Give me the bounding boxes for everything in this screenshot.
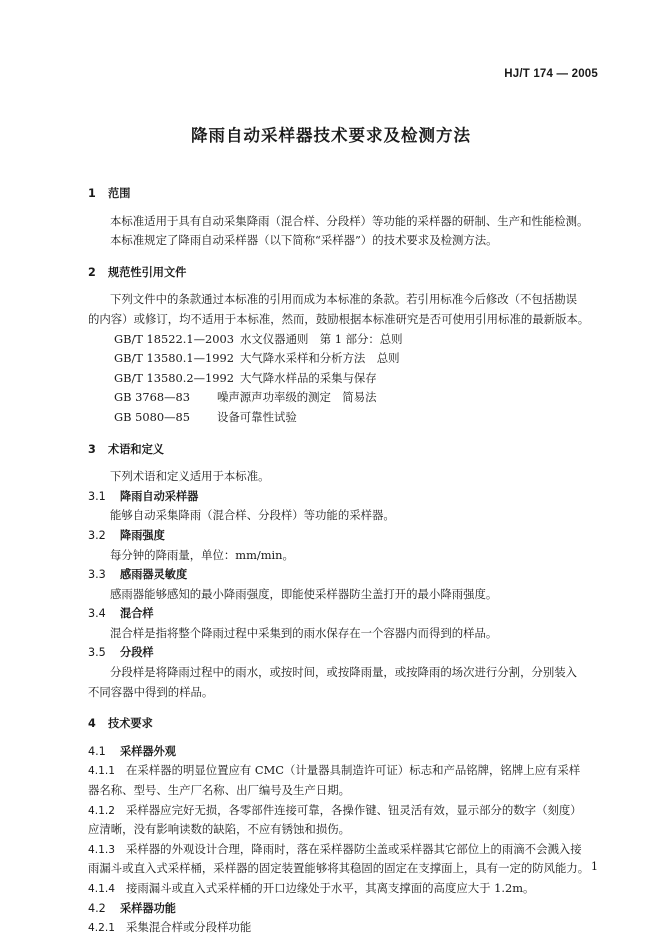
- clause: [88, 840, 596, 860]
- subsection-number: 3.3: [88, 568, 106, 582]
- section-title: 技术要求: [108, 717, 153, 731]
- clause-text: 接雨漏斗或直入式采样桶的开口边缘处于水平，其离支撑面的高度应大于 1.2m。: [126, 881, 535, 895]
- clause-text: 在采样器的明显位置应有 CMC（计量器具制造许可证）标志和产品铭牌，铭牌上应有采样: [126, 763, 581, 778]
- subsection-title: 采样器功能: [120, 901, 176, 915]
- term: 降雨自动采样器: [120, 489, 199, 503]
- subsection-heading: [88, 487, 596, 507]
- reference-title: 设备可靠性试验: [217, 409, 297, 424]
- clause-continuation: 应清晰，没有影响读数的缺陷，不应有锈蚀和损伤。: [88, 822, 350, 837]
- subsection-heading: [88, 604, 596, 624]
- clause-text: 采样器应完好无损，各零部件连接可靠，各操作键、钮灵活有效，显示部分的数字（刻度）: [126, 802, 582, 817]
- clause-number: 4.2.1: [88, 922, 115, 935]
- subsection-heading: [88, 899, 596, 919]
- reference-item: [88, 408, 596, 428]
- definition: 能够自动采集降雨（混合样、分段样）等功能的采样器。: [110, 508, 395, 523]
- subsection-number: 4.2: [88, 901, 106, 915]
- clause: [88, 801, 596, 821]
- subsection-number: 3.1: [88, 489, 106, 503]
- paragraph: 本标准规定了降雨自动采样器（以下简称“采样器”）的技术要求及检测方法。: [110, 233, 498, 248]
- section-3-heading: [88, 440, 596, 460]
- clause-number: 4.1.1: [88, 765, 115, 778]
- reference-title: 大气降水样品的采集与保存: [240, 370, 377, 385]
- subsection-heading: [88, 742, 596, 762]
- page-number: 1: [591, 860, 598, 873]
- section-title: 术语和定义: [108, 442, 164, 456]
- paragraph-continuation: 的内容）或修订，均不适用于本标准，然而，鼓励根据本标准研究是否可使用引用标准的最新版本。: [88, 311, 590, 326]
- definition-continuation: 不同容器中得到的样品。: [88, 684, 214, 699]
- clause: [88, 879, 596, 899]
- clause: [88, 761, 596, 781]
- reference-title: 噪声源声功率级的测定 简易法: [217, 390, 377, 405]
- standard-code: HJ/T 174 — 2005: [504, 68, 598, 80]
- section-4-heading: [88, 714, 596, 734]
- subsection-heading: [88, 526, 596, 546]
- clause-number: 4.1.3: [88, 843, 115, 856]
- paragraph: 下列文件中的条款通过本标准的引用而成为本标准的条款。若引用标准今后修改（不包括勘误: [110, 292, 578, 307]
- reference-title: 水文仪器通则 第 1 部分：总则: [240, 331, 403, 346]
- clause-text: 采样器的外观设计合理，降雨时，落在采样器防尘盖或采样器其它部位上的雨滴不会溅入接: [126, 841, 582, 856]
- section-number: 3: [88, 442, 96, 456]
- term: 分段样: [120, 646, 154, 660]
- clause-number: 4.1.4: [88, 883, 115, 895]
- paragraph: 本标准适用于具有自动采集降雨（混合样、分段样）等功能的采样器的研制、生产和性能检测。: [110, 213, 589, 228]
- reference-item: [88, 330, 596, 350]
- paragraph: 下列术语和定义适用于本标准。: [110, 469, 270, 484]
- term: 感雨器灵敏度: [120, 568, 188, 582]
- clause-continuation: 雨漏斗或直入式采样桶，采样器的固定装置能够将其稳固的固定在支撑面上，具有一定的防风能力。: [88, 861, 590, 876]
- clause: [88, 918, 596, 938]
- reference-title: 大气降水采样和分析方法 总则: [240, 351, 400, 366]
- subsection-number: 3.2: [88, 528, 106, 542]
- section-number: 1: [88, 187, 96, 200]
- section-1-heading: [88, 184, 596, 204]
- section-title: 范围: [108, 187, 131, 200]
- reference-code: GB/T 13580.2—1992: [114, 370, 235, 385]
- clause-number: 4.1.2: [88, 804, 115, 817]
- reference-item: [88, 388, 596, 408]
- term: 混合样: [120, 607, 154, 621]
- definition: 混合样是指将整个降雨过程中采集到的雨水保存在一个容器内而得到的样品。: [110, 625, 498, 640]
- reference-code: GB/T 13580.1—1992: [114, 351, 235, 366]
- clause-continuation: 器名称、型号、生产厂名称、出厂编号及生产日期。: [88, 783, 350, 798]
- clause-text: 采集混合样或分段样功能: [126, 920, 252, 935]
- reference-item: [88, 349, 596, 369]
- section-2-heading: [88, 263, 596, 283]
- definition: 分段样是将降雨过程中的雨水，或按时间，或按降雨量，或按降雨的场次进行分割，分别装入: [110, 665, 578, 680]
- definition: 每分钟的降雨量，单位：mm/min。: [110, 547, 294, 562]
- subsection-heading: [88, 565, 596, 585]
- document-body: [88, 184, 596, 938]
- document-title: 降雨自动采样器技术要求及检测方法: [191, 126, 471, 145]
- subsection-heading: [88, 643, 596, 663]
- subsection-title: 采样器外观: [120, 744, 176, 758]
- reference-item: [88, 369, 596, 389]
- subsection-number: 3.4: [88, 607, 106, 621]
- section-number: 2: [88, 265, 96, 279]
- section-title: 规范性引用文件: [108, 265, 187, 279]
- subsection-number: 3.5: [88, 646, 106, 660]
- reference-code: GB 3768—83: [114, 390, 190, 405]
- definition: 感雨器能够感知的最小降雨强度，即能使采样器防尘盖打开的最小降雨强度。: [110, 586, 498, 601]
- section-number: 4: [88, 717, 96, 731]
- reference-code: GB 5080—85: [114, 409, 190, 424]
- subsection-number: 4.1: [88, 744, 106, 758]
- term: 降雨强度: [120, 528, 165, 542]
- reference-code: GB/T 18522.1—2003: [114, 331, 235, 346]
